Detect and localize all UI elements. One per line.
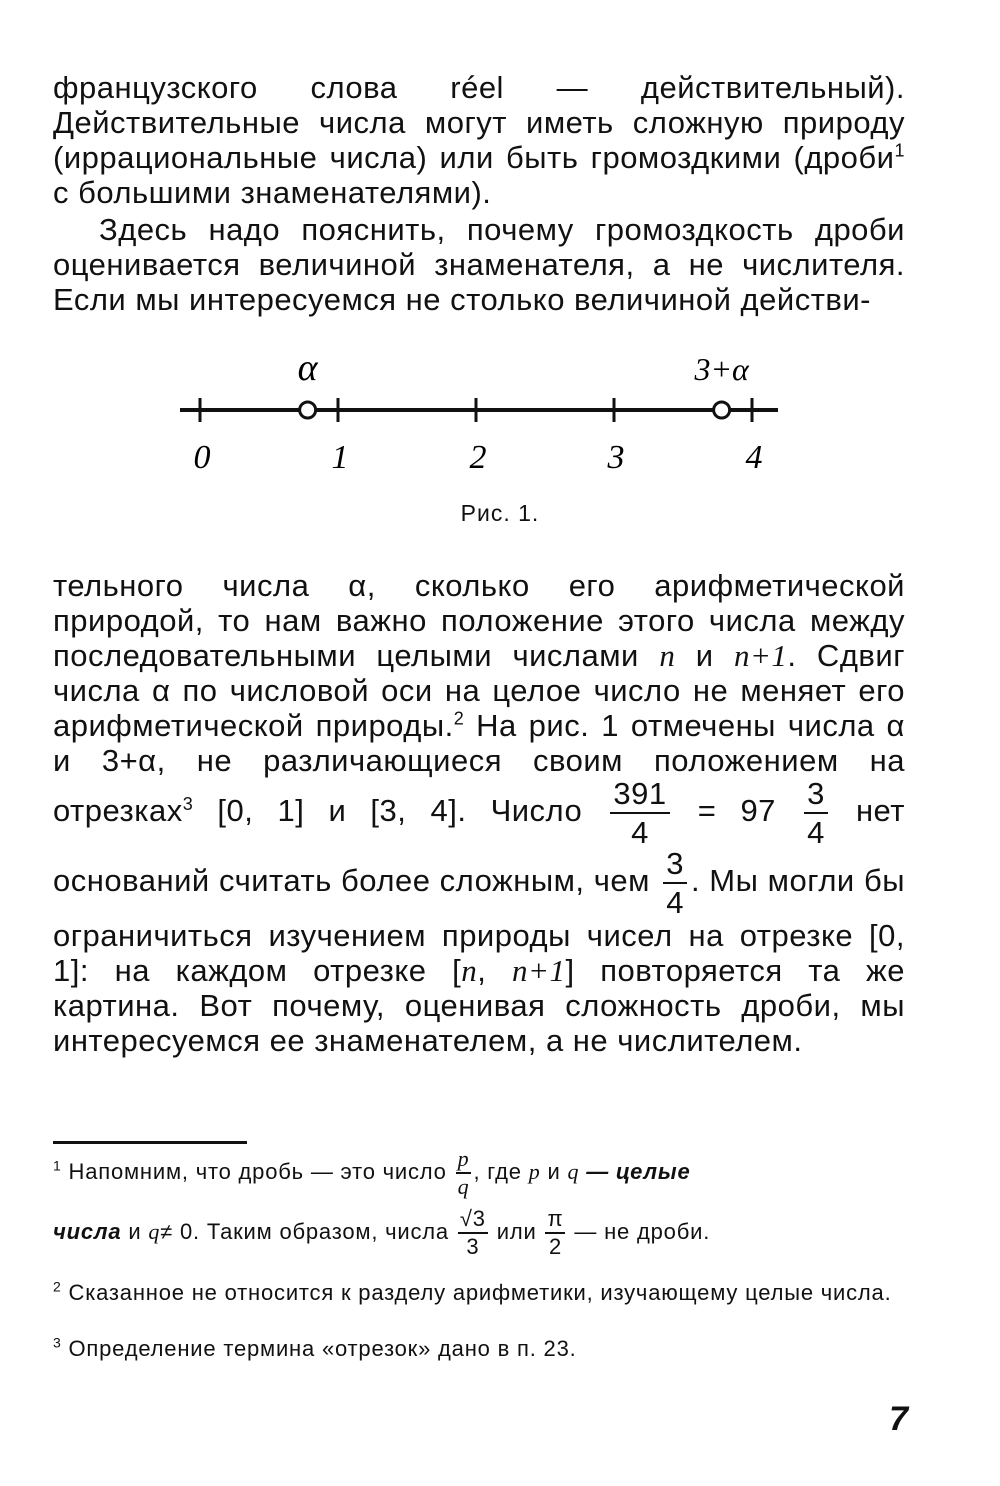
fraction-p-q: $\frac{p}{q}$: [457, 1146, 470, 1199]
fraction-pi-2: $\frac{\pi}{2}$: [547, 1206, 564, 1259]
tick-label-1: 1: [331, 439, 349, 476]
label-alpha: α: [297, 347, 318, 389]
point-alpha: [300, 402, 316, 418]
tick-label-3: 3: [607, 439, 625, 476]
footnote-ref-2[interactable]: 2: [453, 708, 465, 729]
footnote-ref-3[interactable]: 3: [182, 793, 194, 814]
figure-1: [0, 340, 1000, 540]
tick-label-4: 4: [745, 439, 763, 476]
point-3-plus-alpha: [714, 402, 730, 418]
paragraph-3: тельного числа α, сколько его арифметической природой, то нам важно положение этого числа между последовательными целыми числами n и n+1. Сдвиг числа α по числовой оси на целое число не меняет его арифметической природы.$^2$ На рис. 1 отмечены числа α и 3+α, не различающиеся своим положением на отрезках$^3$ [0, 1] и [3, 4]. Число $\frac{391}{4}$ = 97 $\frac{3}{4}$ нет оснований считать более сложным, чем $\frac{3}{4}$ . Мы могли бы ограничиться изучением природы чисел на отрезке [0, 1]: на каждом отрезке [n, n+1] повторяется та же картина. Вот почему, оценивая сложность дроби, мы интересуемся ее знаменателем, а не числителем.: [53, 568, 905, 1058]
tick-label-0: 0: [193, 439, 211, 476]
page-number: 7: [889, 1400, 908, 1438]
label-3-plus-alpha: 3+α: [694, 351, 749, 387]
footnote-ref-1[interactable]: 1: [894, 140, 905, 161]
footnote-1-cont: числа и q≠ 0. Таким образом, числа $\frac{√3}{3}$ или $\frac{\pi}{2}$ — не дроби.: [53, 1206, 711, 1259]
footnote-2: $^2$ Сказанное не относится к разделу арифметики, изучающему целые числа.: [53, 1278, 892, 1305]
footnote-3: $^3$ Определение термина «отрезок» дано в п. 23.: [53, 1334, 577, 1361]
fraction-sqrt3-3: $\frac{√3}{3}$: [459, 1206, 486, 1259]
number-line-figure: [0, 340, 1000, 500]
main-text: [53, 70, 905, 317]
main-text-continued: [53, 568, 905, 1058]
footnote-divider: [53, 1141, 247, 1144]
fraction-3-4-a: $\frac{3}{4}$: [804, 778, 828, 848]
fraction-3-4-b: $\frac{3}{4}$: [663, 848, 687, 918]
footnote-1: $^1$ Напомним, что дробь — это число $\frac{p}{q}$ , где p и q — целые: [53, 1146, 691, 1199]
tick-label-2: 2: [469, 439, 487, 476]
paragraph-2: Здесь надо пояснить, почему громоздкость дроби оценивается величиной знаменателя, а не числителя. Если мы интересуемся не столько величиной действи-: [53, 212, 905, 317]
figure-caption: Рис. 1.: [460, 500, 540, 526]
fraction-391-4: $\frac{391}{4}$: [610, 778, 669, 848]
paragraph-1: французского слова réel — действительный). Действительные числа могут иметь сложную природу (иррациональные числа) или быть громоздкими (дроби$^1$ с большими знаменателями).: [53, 70, 905, 210]
